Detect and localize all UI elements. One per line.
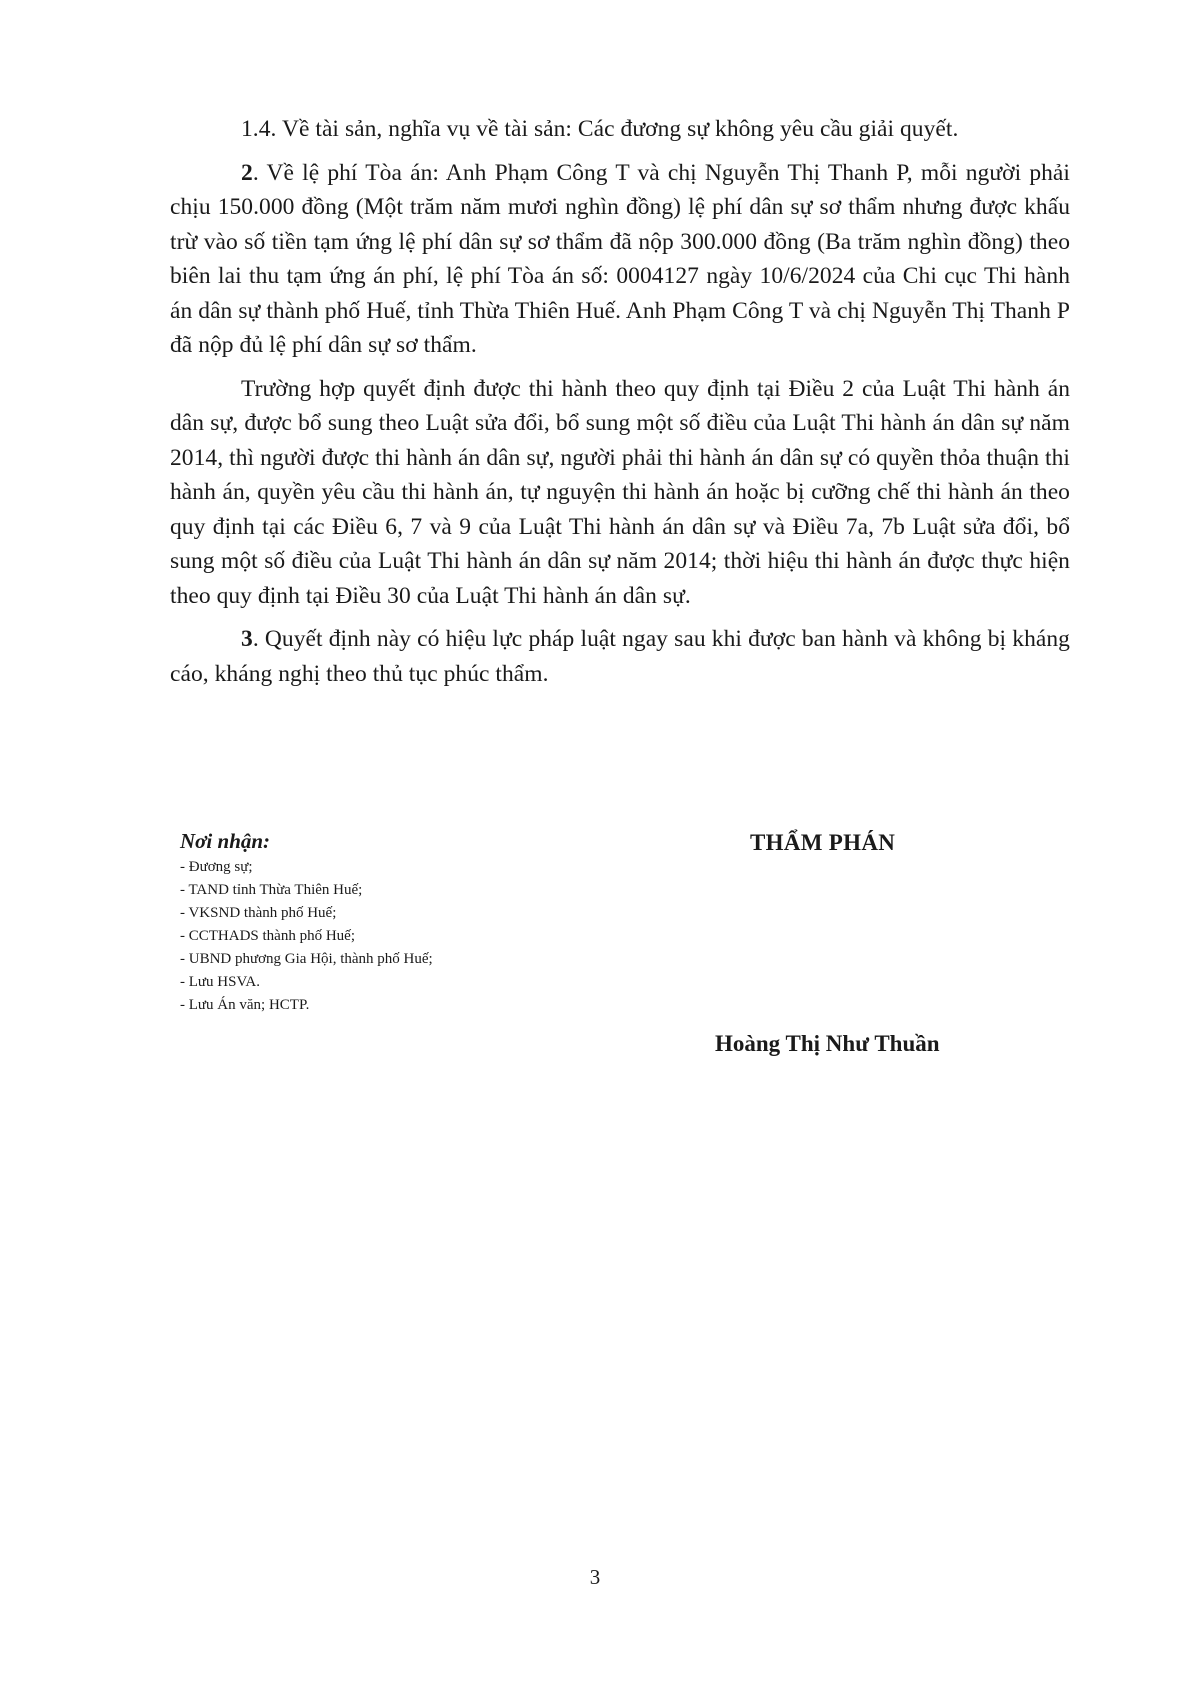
recipient-item: - Đương sự;	[180, 859, 253, 875]
recipients-list	[180, 856, 600, 1017]
document-body	[170, 112, 1070, 700]
paragraph-text: Trường hợp quyết định được thi hành theo quy định tại Điều 2 của Luật Thi hành án dân sự, được bổ sung theo Luật sửa đổi, bổ sung một số điều của Luật Thi hành án dân sự năm 2014, thì người được thi hành án dân sự, người phải thi hành án dân sự có quyền thỏa thuận thi hành án, quyền yêu cầu thi hành án, tự nguyện thi hành án hoặc bị cưỡng chế thi hành án theo quy định tại các Điều 6, 7 và 9 của Luật Thi hành án dân sự và Điều 7a, 7b Luật sửa đổi, bổ sung một số điều của Luật Thi hành án dân sự năm 2014; thời hiệu thi hành án được thực hiện theo quy định tại Điều 30 của Luật Thi hành án dân sự.	[170, 375, 1070, 609]
recipients-block	[180, 828, 600, 1017]
paragraph-court-fees	[170, 156, 1070, 363]
paragraph-effectiveness	[170, 622, 1070, 691]
paragraph-property-obligations	[170, 112, 1070, 147]
signature-title: THẨM PHÁN	[750, 830, 896, 855]
paragraph-text: 1.4. Về tài sản, nghĩa vụ về tài sản: Các đương sự không yêu cầu giải quyết.	[241, 116, 959, 142]
recipient-item: - UBND phương Gia Hội, thành phố Huế;	[180, 951, 433, 967]
paragraph-number: 2	[241, 159, 253, 186]
recipient-item: - Lưu Án văn; HCTP.	[180, 997, 310, 1013]
paragraph-text: . Quyết định này có hiệu lực pháp luật ngay sau khi được ban hành và không bị kháng cáo, kháng nghị theo thủ tục phúc thẩm.	[170, 626, 1070, 687]
recipient-item: - CCTHADS thành phố Huế;	[180, 928, 355, 944]
paragraph-enforcement	[170, 372, 1070, 614]
paragraph-number: 3	[241, 626, 253, 652]
recipient-item: - TAND tỉnh Thừa Thiên Huế;	[180, 882, 363, 898]
paragraph-text: . Về lệ phí Tòa án: Anh Phạm Công T và chị Nguyễn Thị Thanh P, mỗi người phải chịu 150.000 đồng (Một trăm năm mươi nghìn đồng) lệ phí dân sự sơ thẩm nhưng được khấu trừ vào số tiền tạm ứng lệ phí dân sự sơ thẩm đã nộp 300.000 đồng (Ba trăm nghìn đồng) theo biên lai thu tạm ứng án phí, lệ phí Tòa án số: 0004127 ngày 10/6/2024 của Chi cục Thi hành án dân sự thành phố Huế, tỉnh Thừa Thiên Huế. Anh Phạm Công T và chị Nguyễn Thị Thanh P đã nộp đủ lệ phí dân sự sơ thẩm.	[170, 159, 1070, 358]
recipients-title: Nơi nhận:	[180, 829, 271, 853]
page-number: 3	[589, 1565, 601, 1589]
recipient-item: - Lưu HSVA.	[180, 974, 260, 990]
recipient-item: - VKSND thành phố Huế;	[180, 905, 337, 921]
signature-name: Hoàng Thị Như Thuần	[715, 1031, 940, 1056]
